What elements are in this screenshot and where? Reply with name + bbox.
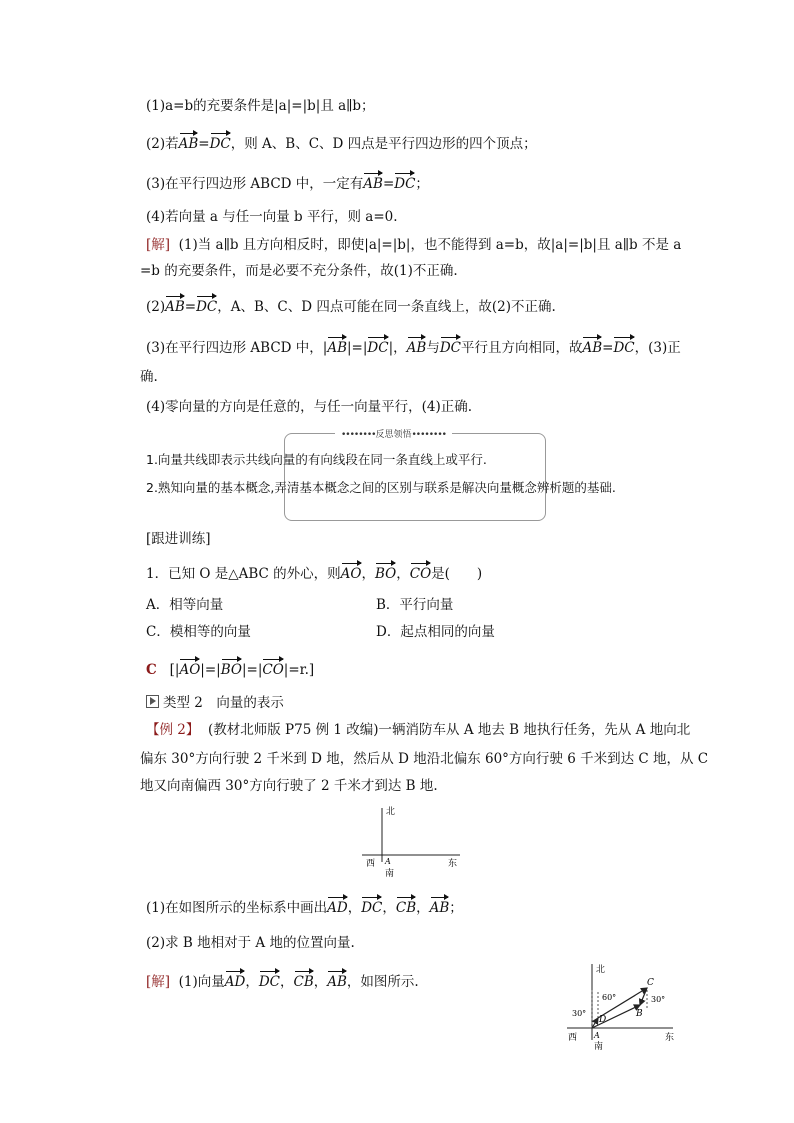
text: 类型 2 向量的表示 — [163, 695, 284, 711]
west-label: 西 — [568, 1033, 578, 1043]
statement-1: (1)a=b的充要条件是|a|=|b|且 a∥b； — [146, 98, 375, 114]
text: (3)在平行四边形 ABCD 中，| — [146, 340, 328, 356]
option-b: B．平行向量 — [376, 597, 454, 613]
point-b-label: B — [636, 1009, 643, 1019]
text: ， — [245, 974, 259, 990]
text: 平行且方向相同，故 — [460, 340, 583, 356]
vector-ab: AB — [363, 173, 383, 193]
origin-label: A — [594, 1031, 600, 1040]
practice-question-1 — [146, 563, 482, 583]
text: ； — [415, 176, 429, 192]
solution-line-4: (4)零向量的方向是任意的，与任一向量平行，(4)正确. — [146, 399, 473, 415]
solution-line-1b: =b 的充要条件，而是必要不充分条件，故(1)不正确. — [140, 263, 458, 279]
answer-letter: C — [146, 662, 157, 678]
vector-dc: DC — [361, 897, 382, 917]
text: ，如图所示. — [346, 974, 419, 990]
type2-heading — [146, 694, 284, 712]
north-label: 北 — [596, 965, 606, 975]
south-label: 南 — [594, 1042, 604, 1052]
text: (教材北师版 P75 例 1 改编)一辆消防车从 A 地去 B 地执行任务，先从 A 地向北 — [207, 722, 691, 738]
text: 反思领悟 — [375, 430, 412, 440]
east-label: 东 — [448, 859, 458, 869]
text: ； — [449, 900, 463, 916]
text: |=| — [241, 662, 263, 678]
statement-4: (4)若向量 a 与任一向量 b 平行，则 a=0. — [146, 209, 398, 225]
text: = — [184, 299, 197, 315]
point-d-label: D — [599, 1015, 607, 1025]
example-line-2: 偏东 30°方向行驶 2 千米到 D 地，然后从 D 地沿北偏东 60°方向行驶 6 千米到达 C 地，从 C — [140, 751, 709, 767]
vector-dc: DC — [394, 173, 415, 193]
example-solution — [146, 971, 419, 991]
vector-cb: CB — [396, 897, 416, 917]
vector-cb: CB — [294, 971, 314, 991]
text: (1)在如图所示的坐标系中画出 — [146, 900, 328, 916]
vector-figure — [565, 960, 685, 1054]
angle-30-label: 30° — [572, 1009, 587, 1018]
vector-ad: AD — [327, 897, 348, 917]
text: |=r.] — [283, 662, 315, 678]
reflection-line-1: 1.向量共线即表示共线向量的有向线段在同一条直线上或平行. — [146, 452, 487, 467]
text: (2) — [146, 299, 166, 315]
text: (1)当 a∥b 且方向相反时，即使|a|=|b|，也不能得到 a=b，故|a|=|b|且 a∥b 不是 a — [178, 237, 682, 253]
east-label: 东 — [665, 1033, 675, 1043]
reflection-box — [284, 433, 546, 521]
angle-30b-label: 30° — [651, 995, 666, 1004]
text: ，A、B、C、D 四点可能在同一条直线上，故(2)不正确. — [217, 299, 556, 315]
solution-line-3b: 确. — [140, 369, 158, 385]
text: 是( ) — [431, 566, 483, 582]
solution-line-1 — [146, 236, 681, 254]
solution-tag: [解] — [146, 974, 171, 990]
statement-3 — [146, 173, 429, 193]
example-line-1 — [146, 721, 690, 739]
north-label: 北 — [386, 807, 396, 817]
text: ， — [396, 566, 410, 582]
text: ，则 A、B、C、D 四点是平行四边形的四个顶点； — [230, 136, 537, 152]
coordinate-figure — [360, 800, 470, 882]
text: ， — [361, 566, 375, 582]
vector-ab: AB — [327, 337, 347, 357]
question-2: (2)求 B 地相对于 A 地的位置向量. — [146, 935, 355, 951]
vector-dc: DC — [613, 337, 634, 357]
vector-dc: DC — [440, 337, 461, 357]
text: ， — [280, 974, 294, 990]
text: [| — [169, 662, 180, 678]
text: |=| — [347, 340, 368, 356]
origin-label: A — [385, 857, 391, 866]
text: 与 — [426, 340, 440, 356]
practice-heading: [跟进训练] — [146, 531, 211, 547]
vector-ab: AB — [582, 337, 602, 357]
play-icon — [146, 695, 159, 708]
reflection-line-2: 2.熟知向量的基本概念,弄清基本概念之间的区别与联系是解决向量概念辨析题的基础. — [146, 480, 616, 495]
vector-co: CO — [262, 659, 283, 679]
example-line-3: 地又向南偏西 30°方向行驶了 2 千米才到达 B 地. — [140, 778, 438, 794]
text: ， — [313, 974, 328, 990]
text: ， — [347, 900, 362, 916]
example-tag: 【例 2】 — [146, 722, 200, 738]
vector-dc: DC — [196, 296, 217, 316]
practice-answer — [146, 659, 314, 679]
option-c: C．模相等的向量 — [146, 624, 251, 640]
text: 1．已知 O 是△ABC 的外心，则 — [146, 566, 341, 582]
solution-tag: [解] — [146, 237, 171, 253]
text: (3)在平行四边形 ABCD 中，一定有 — [146, 176, 364, 192]
vector-ab: AB — [407, 337, 427, 357]
text: ， — [382, 900, 396, 916]
text: = — [602, 340, 614, 356]
text: = — [198, 136, 210, 152]
angle-60-label: 60° — [602, 993, 617, 1002]
statement-2 — [146, 133, 537, 153]
option-a: A．相等向量 — [146, 597, 224, 613]
solution-line-3 — [146, 337, 681, 357]
vector-dc: DC — [259, 971, 280, 991]
vector-dc: DC — [210, 133, 231, 153]
vector-ab: AB — [165, 296, 185, 316]
vector-ab: AB — [430, 897, 450, 917]
reflection-title: ••••••••反思领悟•••••••• — [335, 427, 452, 440]
text: |=| — [200, 662, 221, 678]
vector-ao: AO — [179, 659, 200, 679]
vector-bo: BO — [375, 563, 396, 583]
text: (2)若 — [146, 136, 179, 152]
question-1 — [146, 897, 463, 917]
vector-ab: AB — [179, 133, 199, 153]
south-label: 南 — [385, 869, 395, 879]
option-d: D．起点相同的向量 — [376, 624, 495, 640]
vector-ao: AO — [341, 563, 362, 583]
text: ，(3)正 — [634, 340, 681, 356]
vector-dc: DC — [367, 337, 388, 357]
vector-ad: AD — [225, 971, 246, 991]
vector-co: CO — [410, 563, 431, 583]
solution-line-2 — [146, 296, 556, 316]
vector-ab: AB — [327, 971, 347, 991]
west-label: 西 — [366, 859, 376, 869]
point-c-label: C — [647, 978, 654, 988]
text: (1)向量 — [178, 974, 225, 990]
text: = — [382, 176, 395, 192]
text: ， — [416, 900, 430, 916]
vector-bo: BO — [221, 659, 242, 679]
text: |， — [388, 340, 407, 356]
